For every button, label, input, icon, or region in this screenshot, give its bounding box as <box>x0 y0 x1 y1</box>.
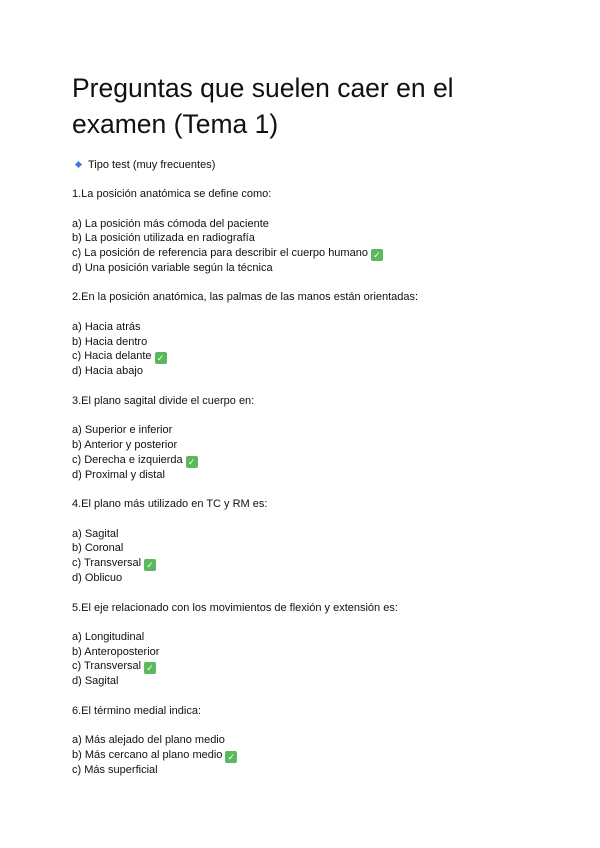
answer-option <box>72 261 552 276</box>
question-block <box>72 394 552 482</box>
answer-option <box>72 571 552 586</box>
answer-option <box>72 423 552 438</box>
question-block <box>72 497 552 585</box>
answer-option <box>72 659 552 674</box>
check-mark-icon: ✓ <box>155 352 167 364</box>
question-block <box>72 187 552 275</box>
answer-option-text: c) La posición de referencia para describir el cuerpo humano <box>72 246 368 259</box>
option-list <box>72 527 552 586</box>
answer-option <box>72 231 552 246</box>
answer-option <box>72 541 552 556</box>
answer-option <box>72 733 552 748</box>
check-mark-icon: ✓ <box>371 249 383 261</box>
answer-option-text: b) Anteroposterior <box>72 645 160 658</box>
question-list <box>72 187 552 793</box>
answer-option <box>72 335 552 350</box>
answer-option <box>72 246 552 261</box>
answer-option-text: d) Una posición variable según la técnica <box>72 261 273 274</box>
question-block <box>72 601 552 689</box>
answer-option-text: c) Más superficial <box>72 764 158 777</box>
answer-option <box>72 645 552 660</box>
answer-option-text: c) Derecha e izquierda <box>72 453 183 466</box>
small-blue-diamond-icon <box>75 161 82 168</box>
question-block <box>72 704 552 778</box>
answer-option <box>72 748 552 763</box>
answer-option <box>72 630 552 645</box>
question-text: 2.En la posición anatómica, las palmas de las manos están orientadas: <box>72 291 419 304</box>
title-line-1: Preguntas que suelen caer en el <box>72 73 454 103</box>
check-mark-icon: ✓ <box>186 456 198 468</box>
answer-option-text: b) Más cercano al plano medio <box>72 749 223 762</box>
question-text: 6.El término medial indica: <box>72 704 202 717</box>
answer-option <box>72 763 552 778</box>
option-list <box>72 320 552 379</box>
answer-option-text: b) Hacia dentro <box>72 335 148 348</box>
section-heading <box>72 158 215 173</box>
option-list <box>72 423 552 482</box>
answer-option-text: a) Sagital <box>72 527 119 540</box>
answer-option-text: d) Sagital <box>72 675 119 688</box>
page-title <box>72 70 454 142</box>
question-text: 3.El plano sagital divide el cuerpo en: <box>72 394 255 407</box>
answer-option-text: a) Más alejado del plano medio <box>72 734 225 747</box>
answer-option <box>72 674 552 689</box>
option-list <box>72 733 552 777</box>
answer-option <box>72 438 552 453</box>
answer-option <box>72 556 552 571</box>
answer-option-text: a) Hacia atrás <box>72 320 141 333</box>
option-list <box>72 217 552 276</box>
answer-option <box>72 468 552 483</box>
answer-option-text: b) Anterior y posterior <box>72 438 178 451</box>
answer-option-text: c) Transversal <box>72 660 142 673</box>
section-label: Tipo test (muy frecuentes) <box>88 159 216 171</box>
check-mark-icon: ✓ <box>144 559 156 571</box>
answer-option <box>72 453 552 468</box>
answer-option-text: d) Hacia abajo <box>72 365 143 378</box>
check-mark-icon: ✓ <box>144 662 156 674</box>
question-text: 5.El eje relacionado con los movimientos de flexión y extensión es: <box>72 601 398 614</box>
question-text: 4.El plano más utilizado en TC y RM es: <box>72 498 268 511</box>
answer-option <box>72 527 552 542</box>
answer-option <box>72 217 552 232</box>
answer-option-text: a) Superior e inferior <box>72 424 173 437</box>
answer-option-text: c) Transversal <box>72 556 142 569</box>
question-text: 1.La posición anatómica se define como: <box>72 188 272 200</box>
answer-option-text: b) La posición utilizada en radiografía <box>72 232 255 245</box>
answer-option-text: c) Hacia delante <box>72 350 152 363</box>
answer-option-text: d) Proximal y distal <box>72 468 165 481</box>
answer-option-text: d) Oblicuo <box>72 571 123 584</box>
answer-option-text: a) Longitudinal <box>72 631 145 644</box>
title-line-2: examen (Tema 1) <box>72 109 279 139</box>
option-list <box>72 630 552 689</box>
answer-option-text: a) La posición más cómoda del paciente <box>72 217 269 230</box>
answer-option <box>72 349 552 364</box>
question-block <box>72 290 552 378</box>
answer-option-text: b) Coronal <box>72 542 124 555</box>
check-mark-icon: ✓ <box>225 751 237 763</box>
answer-option <box>72 320 552 335</box>
answer-option <box>72 364 552 379</box>
